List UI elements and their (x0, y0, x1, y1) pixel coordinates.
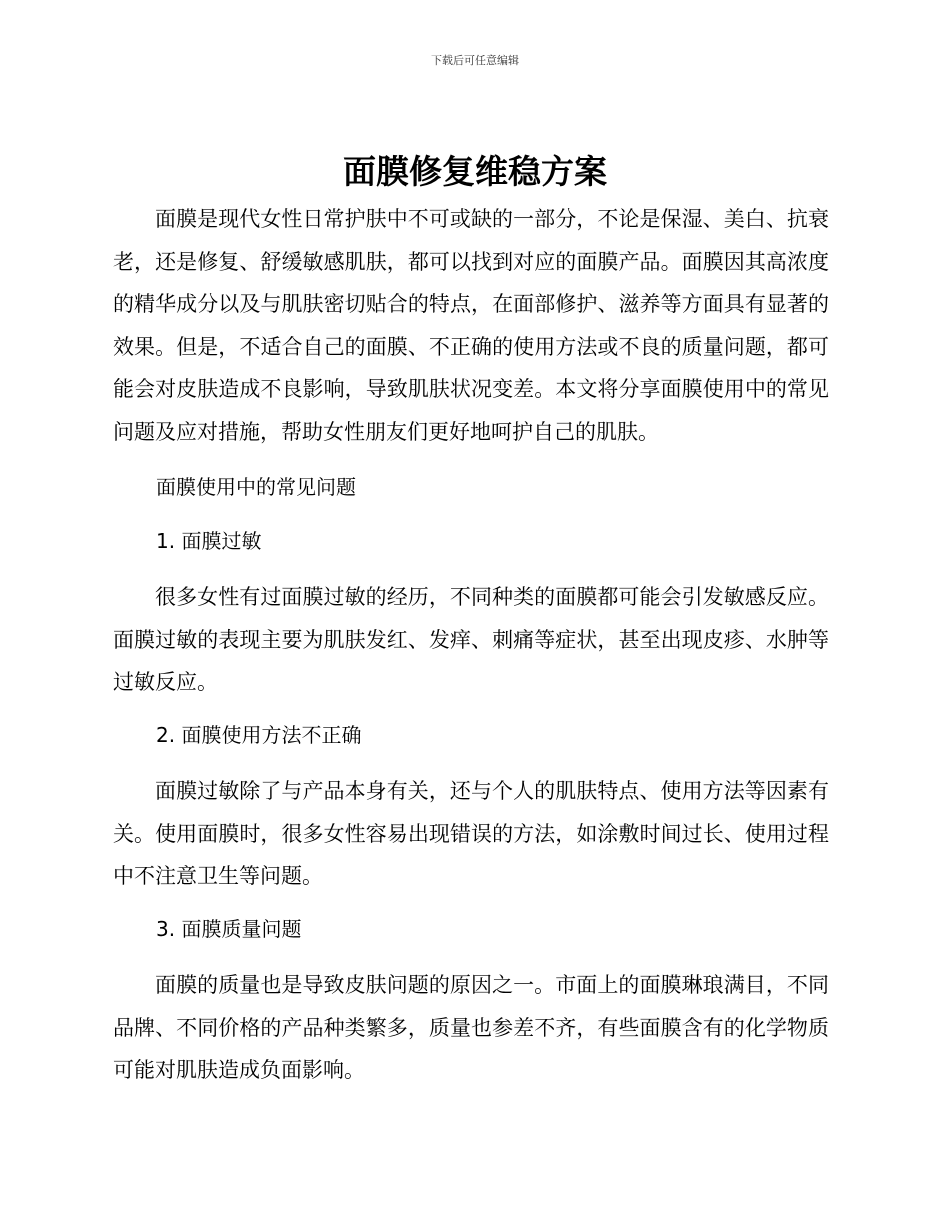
page-header-note: 下载后可任意编辑 (431, 54, 519, 67)
intro-paragraph: 面膜是现代女性日常护肤中不可或缺的一部分，不论是保湿、美白、抗衰老，还是修复、舒缓敏感肌肤，都可以找到对应的面膜产品。面膜因其高浓度的精华成分以及与肌肤密切贴合的特点，在面部修护、滋养等方面具有显著的效果。但是，不适合自己的面膜、不正确的使用方法或不良的质量问题，都可能会对皮肤造成不良影响，导致肌肤状况变差。本文将分享面膜使用中的常见问题及应对措施，帮助女性朋友们更好地呵护自己的肌肤。 (113, 207, 829, 444)
document-title: 面膜修复维稳方案 (343, 152, 607, 191)
item-3-body: 面膜的质量也是导致皮肤问题的原因之一。市面上的面膜琳琅满目，不同品牌、不同价格的产品种类繁多，质量也参差不齐，有些面膜含有的化学物质可能对肌肤造成负面影响。 (113, 973, 829, 1083)
item-3-heading: 3. 面膜质量问题 (156, 917, 302, 941)
item-1-heading: 1. 面膜过敏 (156, 529, 262, 553)
item-1-body: 很多女性有过面膜过敏的经历，不同种类的面膜都可能会引发敏感反应。面膜过敏的表现主要为肌肤发红、发痒、刺痛等症状，甚至出现皮疹、水肿等过敏反应。 (113, 585, 829, 695)
item-2-body: 面膜过敏除了与产品本身有关，还与个人的肌肤特点、使用方法等因素有关。使用面膜时，很多女性容易出现错误的方法，如涂敷时间过长、使用过程中不注意卫生等问题。 (113, 779, 829, 889)
section-heading: 面膜使用中的常见问题 (156, 475, 356, 499)
item-2-heading: 2. 面膜使用方法不正确 (156, 723, 362, 747)
